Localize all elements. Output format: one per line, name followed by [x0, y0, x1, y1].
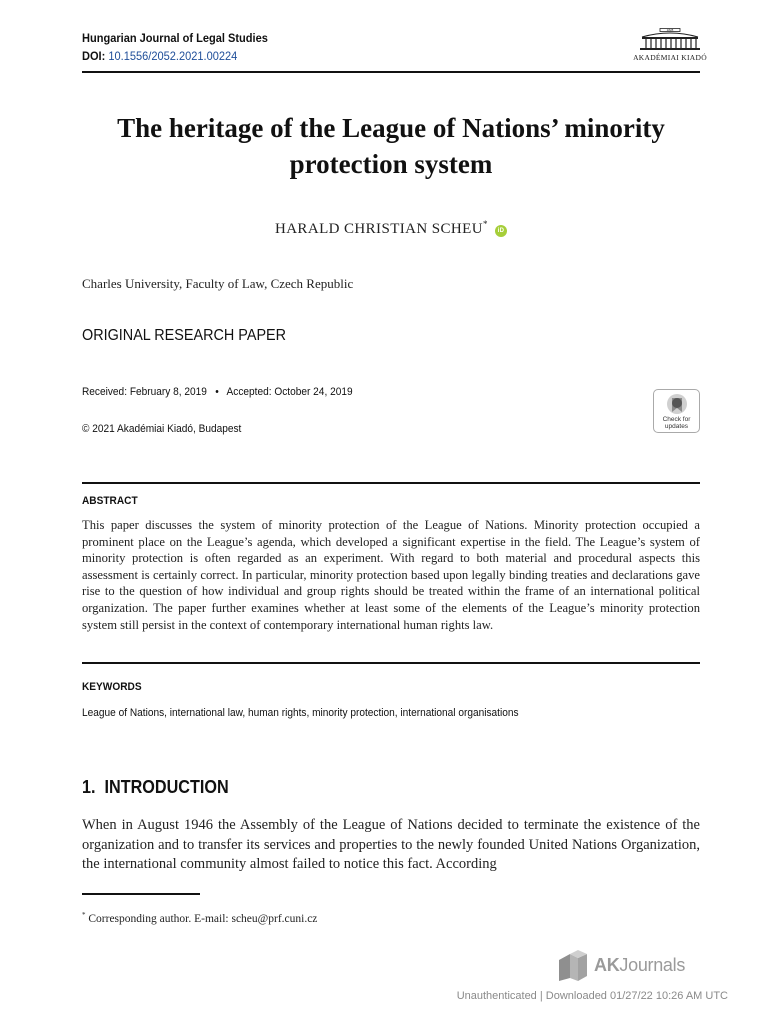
akjournals-wordmark: AKJournals [594, 954, 686, 975]
orcid-icon[interactable]: iD [495, 225, 507, 237]
abstract-top-rule [82, 482, 700, 484]
download-stamp: Unauthenticated | Downloaded 01/27/22 10:26 AM UTC [456, 990, 728, 1002]
check-for-updates-button[interactable] [653, 389, 700, 433]
abstract-heading: ABSTRACT [82, 495, 138, 507]
copyright-line: © 2021 Akadémiai Kiadó, Budapest [82, 423, 242, 435]
akjournals-logo[interactable] [556, 948, 685, 982]
books-icon [556, 948, 590, 982]
abstract-bottom-rule [82, 662, 700, 664]
introduction-body: When in August 1946 the Assembly of the League of Nations decided to terminate the existence of the organization and to transfer its services and properties to the newly founded United Nations Organization, the international community almost failed to notice this fact. According [82, 817, 700, 872]
doi-label: DOI: [82, 49, 106, 63]
keywords-list: League of Nations, international law, human rights, minority protection, international organisations [82, 707, 519, 719]
received-date: Received: February 8, 2019 [82, 386, 207, 398]
abstract-body: This paper discusses the system of minority protection of the League of Nations. Minority protection occupied a prominent place on the League’s agenda, which developed a significant expertise in the field. The League’s system of minority protection is often regarded as an experiment. With regard to both material and procedural aspects this assessment is certainly correct. In particular, minority protection based upon legally binding treaties and declarations gave rise to the question of how individual and group rights should be treated within the frame of an international political organization. The paper further examines whether at least some of the elements of the League’s minority protection system still persist in the context of contemporary international human rights law. [82, 518, 700, 632]
doi-link[interactable]: 10.1556/2052.2021.00224 [108, 49, 238, 63]
author-line [82, 219, 700, 238]
bookmark-icon [665, 393, 689, 415]
building-icon [638, 28, 702, 52]
dates-line [82, 386, 353, 398]
journal-name: Hungarian Journal of Legal Studies [82, 31, 268, 45]
section-number: 1. [82, 777, 96, 797]
section-title: INTRODUCTION [104, 777, 229, 797]
paper-title: The heritage of the League of Nations’ minority protection system [117, 113, 665, 179]
article-type: ORIGINAL RESEARCH PAPER [82, 327, 287, 344]
publisher-logo-year: 1828 [666, 28, 674, 32]
publisher-logo [620, 28, 720, 68]
accepted-date: Accepted: October 24, 2019 [226, 386, 353, 398]
footnote-marker: * [82, 911, 86, 919]
keywords-heading: KEYWORDS [82, 681, 142, 693]
header-rule [82, 71, 700, 73]
bullet-separator: • [215, 386, 219, 398]
publisher-name: AKADÉMIAI KIADÓ [633, 53, 707, 62]
footnote [82, 911, 317, 925]
affiliation: Charles University, Faculty of Law, Czech Republic [82, 276, 354, 291]
introduction-heading [82, 777, 229, 798]
doi-line [82, 49, 237, 63]
author-name[interactable]: HARALD CHRISTIAN SCHEU [274, 221, 483, 237]
author-marker: * [482, 219, 488, 229]
check-updates-label: Check for updates [662, 416, 691, 430]
footnote-rule [82, 893, 200, 895]
footnote-text: Corresponding author. E-mail: scheu@prf.cuni.cz [85, 912, 318, 925]
